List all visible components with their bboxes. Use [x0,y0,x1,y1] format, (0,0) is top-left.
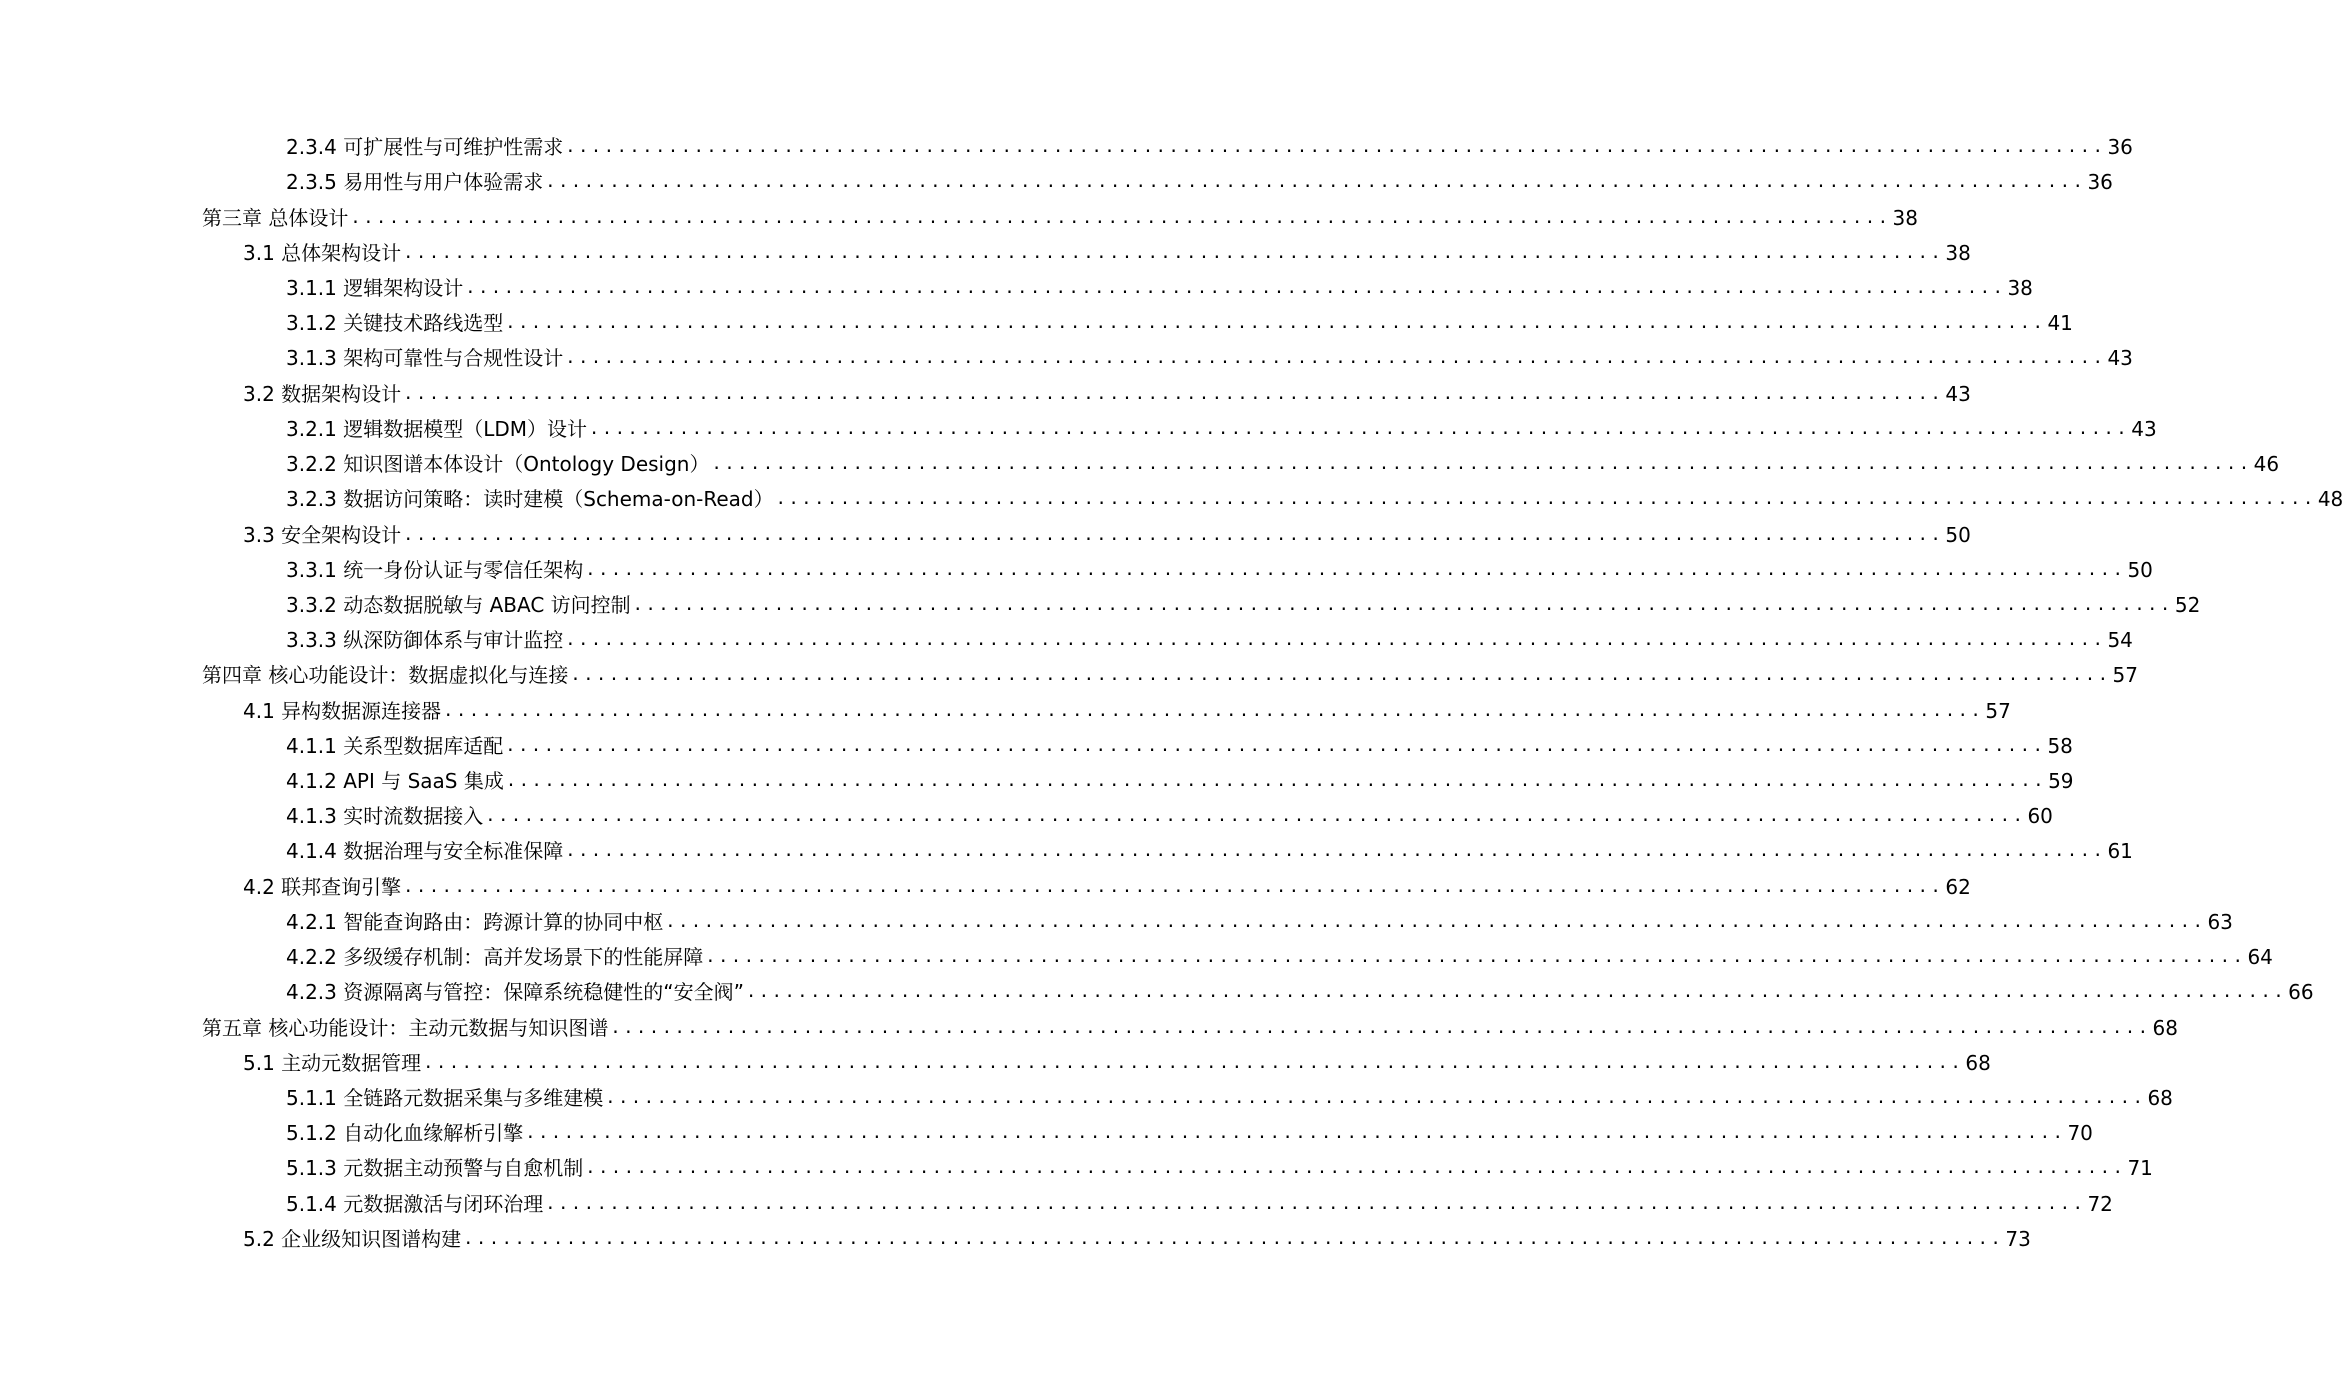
toc-section-entry [0,236,1971,271]
toc-entry-title: 3.1.3 架构可靠性与合规性设计 [286,346,564,371]
toc-dot-leader: ........................................................................................................................ [545,172,2086,193]
toc-entry-page-number: 64 [2247,945,2273,970]
toc-entry-page-number: 38 [1945,240,1971,265]
toc-dot-leader: ........................................................................................................................ [403,524,1944,545]
toc-dot-leader: ........................................................................................................................ [565,137,2106,158]
toc-entry-title: 4.1.2 API 与 SaaS 集成 [286,769,504,794]
toc-entry-page-number: 48 [2317,487,2343,512]
toc-dot-leader: ........................................................................................................................ [350,207,1891,228]
toc-subsection-entry [0,1187,2113,1222]
toc-entry-page-number: 52 [2174,592,2201,617]
toc-entry-page-number: 70 [2067,1121,2093,1146]
toc-entry-page-number: 50 [2127,557,2153,582]
toc-entry-page-number: 43 [2131,416,2157,441]
toc-dot-leader: ........................................................................................................................ [443,700,1984,721]
toc-subsection-entry [0,1081,2173,1116]
toc-entry-title: 3.3.1 统一身份认证与零信任架构 [286,557,584,582]
toc-entry-title: 5.1.1 全链路元数据采集与多维建模 [286,1086,604,1111]
toc-subsection-entry [0,271,2033,306]
toc-entry-page-number: 54 [2107,628,2133,653]
toc-entry-page-number: 62 [1945,874,1971,899]
toc-dot-leader: ........................................................................................................................ [505,313,2046,334]
toc-subsection-entry [0,764,2074,799]
toc-dot-leader: ........................................................................................................................ [775,489,2316,510]
toc-entry-page-number: 59 [2048,769,2074,794]
toc-entry-page-number: 46 [2253,452,2280,477]
toc-entry-page-number: 71 [2127,1156,2153,1181]
toc-chapter-entry [0,658,2138,693]
toc-dot-leader: ........................................................................................................................ [565,841,2106,862]
toc-dot-leader: ........................................................................................................................ [570,665,2111,686]
toc-section-entry [0,377,1971,412]
toc-entry-title: 2.3.4 可扩展性与可维护性需求 [286,135,564,160]
toc-dot-leader: ........................................................................................................................ [403,383,1944,404]
toc-entry-page-number: 68 [2152,1015,2178,1040]
toc-dot-leader: ........................................................................................................................ [545,1193,2086,1214]
toc-dot-leader: ........................................................................................................................ [665,911,2206,932]
toc-entry-title: 4.2.1 智能查询路由：跨源计算的协同中枢 [286,909,664,934]
toc-entry-title: 3.2.1 逻辑数据模型（LDM）设计 [286,416,588,441]
toc-section-entry [0,517,1971,552]
toc-subsection-entry [0,482,2343,517]
toc-subsection-entry [0,553,2153,588]
toc-entry-page-number: 43 [1945,381,1971,406]
toc-entry-title: 4.1 异构数据源连接器 [243,698,442,723]
toc-entry-title: 4.1.4 数据治理与安全标准保障 [286,839,564,864]
toc-dot-leader: ........................................................................................................................ [403,242,1944,263]
table-of-contents [0,130,2343,1257]
toc-entry-page-number: 57 [2112,663,2138,688]
toc-entry-page-number: 73 [2005,1226,2031,1251]
toc-subsection-entry [0,165,2113,200]
toc-dot-leader: ........................................................................................................................ [585,1158,2126,1179]
toc-section-entry [0,694,2011,729]
toc-dot-leader: ........................................................................................................................ [745,982,2287,1003]
toc-dot-leader: ........................................................................................................................ [423,1052,1964,1073]
toc-entry-title: 5.1.4 元数据激活与闭环治理 [286,1191,544,1216]
toc-dot-leader: ........................................................................................................................ [505,771,2047,792]
toc-subsection-entry [0,729,2073,764]
toc-dot-leader: ........................................................................................................................ [705,947,2246,968]
toc-dot-leader: ........................................................................................................................ [589,418,2130,439]
toc-entry-title: 3.1 总体架构设计 [243,240,402,265]
toc-subsection-entry [0,834,2133,869]
toc-section-entry [0,1222,2031,1257]
toc-chapter-entry [0,200,1918,235]
toc-entry-title: 5.1.3 元数据主动预警与自愈机制 [286,1156,584,1181]
toc-entry-page-number: 72 [2087,1191,2113,1216]
toc-entry-title: 3.3 安全架构设计 [243,522,402,547]
toc-dot-leader: ........................................................................................................................ [565,630,2106,651]
toc-entry-page-number: 61 [2107,839,2133,864]
toc-entry-page-number: 38 [1892,205,1918,230]
toc-entry-title: 3.2.3 数据访问策略：读时建模（Schema-on-Read） [286,487,774,512]
toc-entry-page-number: 66 [2288,980,2314,1005]
toc-entry-title: 4.2 联邦查询引擎 [243,874,402,899]
toc-subsection-entry [0,130,2133,165]
toc-dot-leader: ........................................................................................................................ [605,1088,2146,1109]
toc-entry-page-number: 36 [2087,170,2113,195]
toc-dot-leader: ........................................................................................................................ [585,559,2126,580]
toc-dot-leader: ........................................................................................................................ [711,454,2252,475]
toc-entry-page-number: 43 [2107,346,2133,371]
toc-entry-page-number: 50 [1945,522,1971,547]
toc-chapter-entry [0,1010,2178,1045]
toc-subsection-entry [0,1116,2093,1151]
toc-subsection-entry [0,905,2233,940]
toc-entry-page-number: 58 [2047,733,2073,758]
toc-entry-title: 2.3.5 易用性与用户体验需求 [286,170,544,195]
toc-dot-leader: ........................................................................................................................ [403,876,1944,897]
toc-section-entry [0,870,1971,905]
toc-subsection-entry [0,588,2201,623]
toc-entry-title: 5.1.2 自动化血缘解析引擎 [286,1121,524,1146]
toc-subsection-entry [0,975,2314,1010]
toc-subsection-entry [0,799,2053,834]
toc-subsection-entry [0,412,2157,447]
toc-entry-title: 4.1.3 实时流数据接入 [286,804,484,829]
toc-entry-title: 3.2 数据架构设计 [243,381,402,406]
toc-dot-leader: ........................................................................................................................ [610,1017,2151,1038]
toc-subsection-entry [0,623,2133,658]
toc-dot-leader: ........................................................................................................................ [632,594,2173,615]
toc-dot-leader: ........................................................................................................................ [485,806,2026,827]
toc-subsection-entry [0,940,2273,975]
toc-dot-leader: ........................................................................................................................ [463,1228,2004,1249]
toc-entry-page-number: 68 [1965,1050,1991,1075]
toc-subsection-entry [0,1151,2153,1186]
toc-subsection-entry [0,306,2073,341]
toc-entry-page-number: 60 [2027,804,2053,829]
toc-dot-leader: ........................................................................................................................ [505,735,2046,756]
toc-entry-title: 3.2.2 知识图谱本体设计（Ontology Design） [286,452,710,477]
toc-entry-page-number: 68 [2147,1086,2173,1111]
toc-entry-title: 3.3.3 纵深防御体系与审计监控 [286,628,564,653]
toc-subsection-entry [0,341,2133,376]
toc-entry-page-number: 41 [2047,311,2073,336]
toc-entry-title: 5.1 主动元数据管理 [243,1050,422,1075]
toc-entry-title: 4.1.1 关系型数据库适配 [286,733,504,758]
toc-entry-title: 4.2.2 多级缓存机制：高并发场景下的性能屏障 [286,945,704,970]
toc-dot-leader: ........................................................................................................................ [525,1123,2066,1144]
toc-entry-title: 3.3.2 动态数据脱敏与 ABAC 访问控制 [286,592,631,617]
toc-entry-title: 第四章 核心功能设计：数据虚拟化与连接 [202,663,569,688]
toc-entry-page-number: 57 [1985,698,2011,723]
toc-section-entry [0,1046,1991,1081]
toc-entry-page-number: 38 [2007,275,2033,300]
toc-entry-title: 第三章 总体设计 [202,205,349,230]
toc-entry-title: 3.1.2 关键技术路线选型 [286,311,504,336]
toc-entry-title: 3.1.1 逻辑架构设计 [286,275,464,300]
toc-dot-leader: ........................................................................................................................ [565,348,2106,369]
toc-entry-title: 第五章 核心功能设计：主动元数据与知识图谱 [202,1015,609,1040]
toc-entry-title: 5.2 企业级知识图谱构建 [243,1226,462,1251]
toc-entry-page-number: 36 [2107,135,2133,160]
toc-subsection-entry [0,447,2280,482]
toc-entry-page-number: 63 [2207,909,2233,934]
toc-entry-title: 4.2.3 资源隔离与管控：保障系统稳健性的“安全阀” [286,980,744,1005]
toc-dot-leader: ........................................................................................................................ [465,277,2006,298]
